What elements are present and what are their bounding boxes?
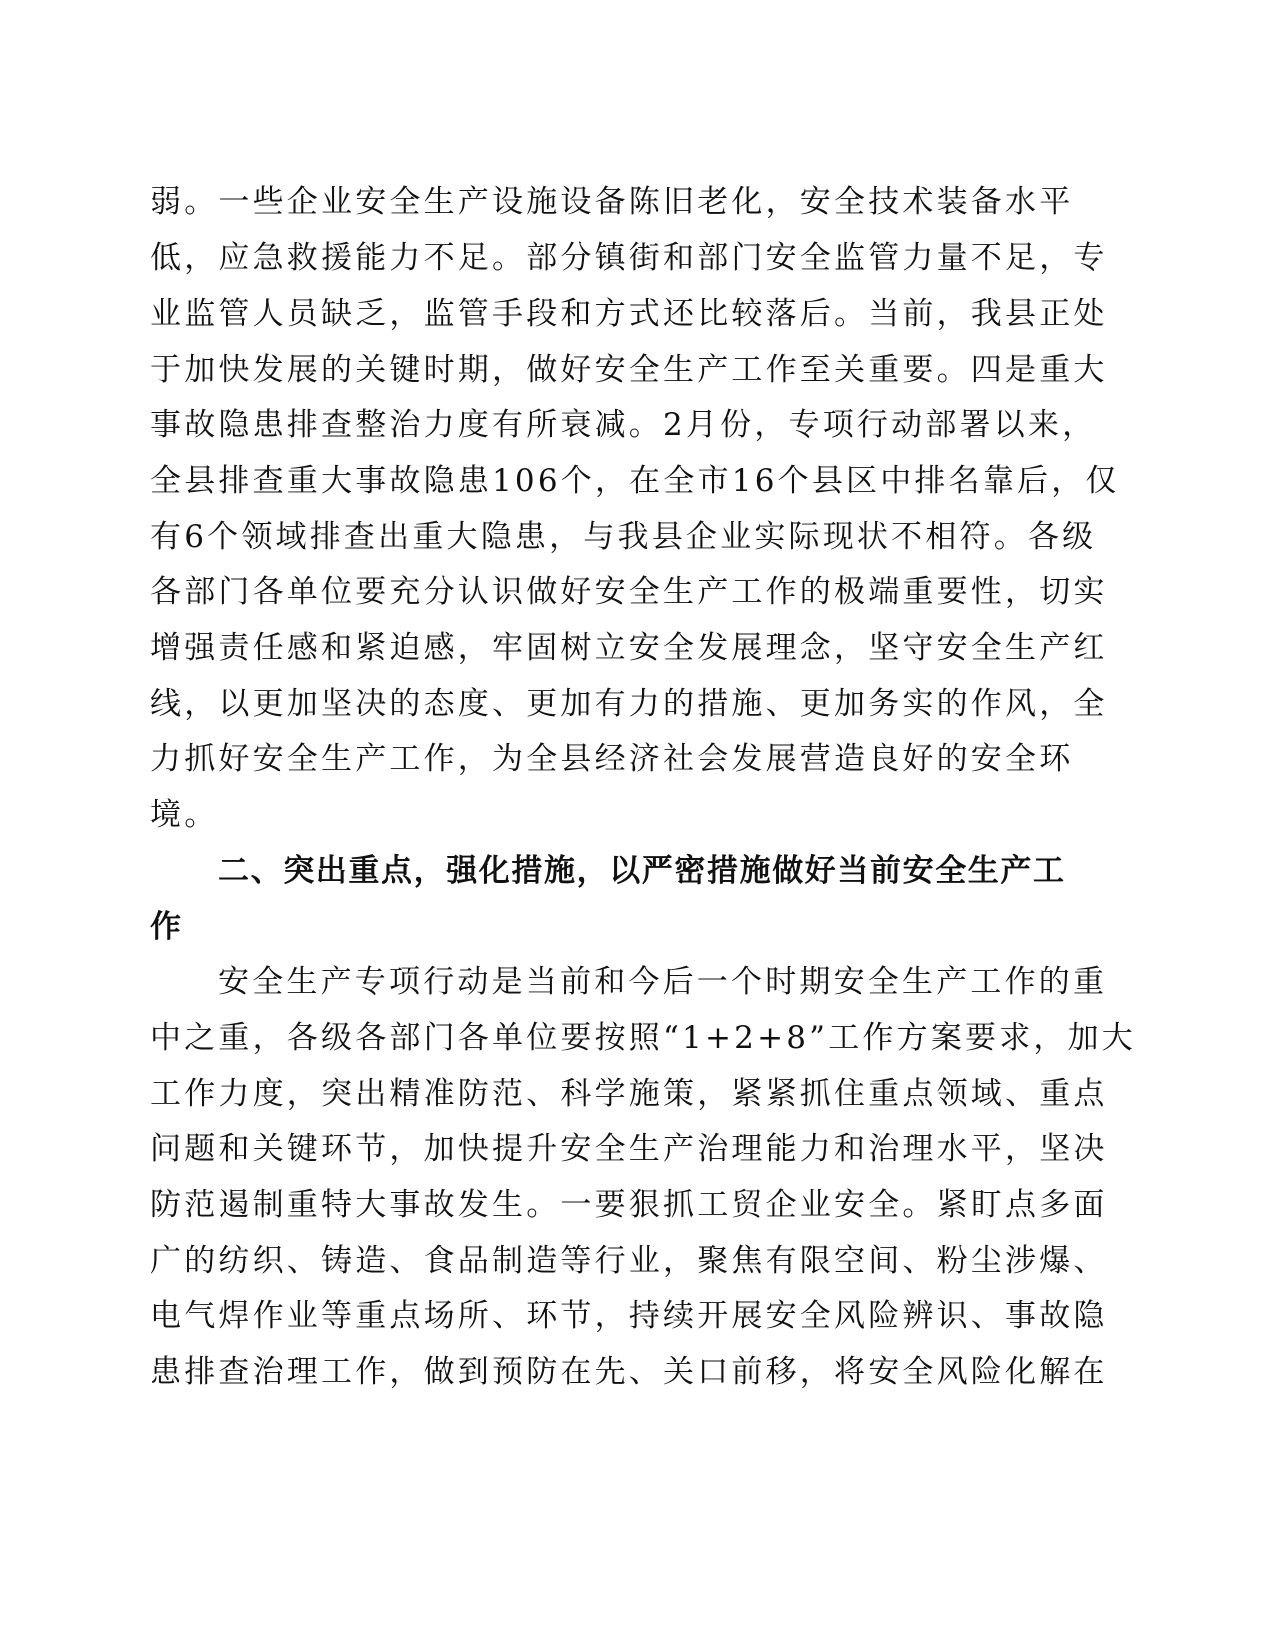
paragraph-1-line-1: 弱。一些企业安全生产设施设备陈旧老化，安全技术装备水平 [150,184,1074,220]
paragraph-2-line-4: 问题和关键环节，加快提升安全生产治理能力和治理水平，坚决 [150,1131,1108,1167]
paragraph-2-line-3: 工作力度，突出精准防范、科学施策，紧紧抓住重点领域、重点 [150,1076,1108,1112]
paragraph-2-line-7: 电气焊作业等重点场所、环节，持续开展安全风险辨识、事故隐 [150,1298,1108,1334]
paragraph-1-line-4: 于加快发展的关键时期，做好安全生产工作至关重要。四是重大 [150,352,1108,388]
paragraph-1-line-12: 境。 [150,797,219,833]
paragraph-1-line-7: 有6个领域排查出重大隐患，与我县企业实际现状不相符。各级 [150,519,1097,555]
paragraph-1-line-9: 增强责任感和紧迫感，牢固树立安全发展理念，坚守安全生产红 [150,630,1108,666]
paragraph-2-line-1: 安全生产专项行动是当前和今后一个时期安全生产工作的重 [218,964,1108,1000]
paragraph-2-line-6: 广的纺织、铸造、食品制造等行业，聚焦有限空间、粉尘涉爆、 [150,1243,1108,1279]
paragraph-1-line-6: 全县排查重大事故隐患106个，在全市16个县区中排名靠后，仅 [150,463,1120,499]
paragraph-1-line-2: 低，应急救援能力不足。部分镇街和部门安全监管力量不足，专 [150,240,1108,276]
paragraph-1-line-3: 业监管人员缺乏，监管手段和方式还比较落后。当前，我县正处 [150,296,1108,332]
section-heading-line-2: 作 [150,909,183,945]
paragraph-2-line-5: 防范遏制重特大事故发生。一要狠抓工贸企业安全。紧盯点多面 [150,1187,1108,1223]
paragraph-1-line-10: 线，以更加坚决的态度、更加有力的措施、更加务实的作风，全 [150,686,1108,722]
paragraph-2-line-8: 患排查治理工作，做到预防在先、关口前移，将安全风险化解在 [150,1354,1108,1390]
paragraph-2-line-2: 中之重，各级各部门各单位要按照“1+2+8”工作方案要求，加大 [150,1020,1137,1056]
paragraph-1-line-5: 事故隐患排查整治力度有所衰减。2月份，专项行动部署以来， [150,407,1097,443]
section-heading-line-1: 二、突出重点，强化措施，以严密措施做好当前安全生产工 [218,853,1066,889]
paragraph-1-line-11: 力抓好安全生产工作，为全县经济社会发展营造良好的安全环 [150,741,1074,777]
paragraph-1-line-8: 各部门各单位要充分认识做好安全生产工作的极端重要性，切实 [150,574,1108,610]
